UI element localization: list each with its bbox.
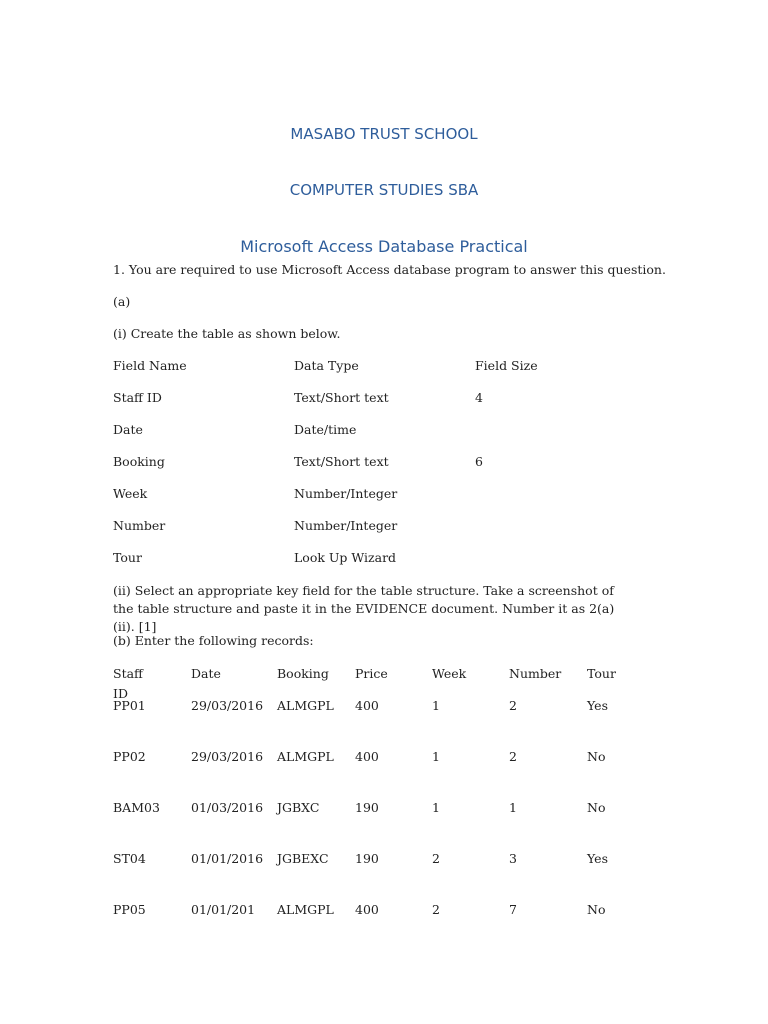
field-table-header: Field Size [475, 358, 538, 373]
field-size-cell: 4 [475, 390, 483, 405]
data-type-cell: Date/time [294, 422, 357, 437]
booking-cell: ALMGPL [277, 749, 334, 764]
booking-cell: ALMGPL [277, 698, 334, 713]
practical-title: Microsoft Access Database Practical [240, 237, 528, 256]
question-1-text: 1. You are required to use Microsoft Access database program to answer this question. [113, 262, 666, 277]
number-cell: 2 [509, 698, 517, 713]
subject-title: COMPUTER STUDIES SBA [289, 181, 479, 199]
field-table-header: Field Name [113, 358, 187, 373]
tour-cell: No [587, 800, 606, 815]
booking-cell: ALMGPL [277, 902, 334, 917]
week-cell: 1 [432, 800, 440, 815]
booking-cell: JGBXC [277, 800, 320, 815]
part-a-ii-text: (ii) Select an appropriate key field for the table structure. Take a screenshot of the table structure and paste it in the EVIDENCE document. Number it as 2(a)(ii). [1] [113, 583, 615, 634]
staff-id-cell: PP02 [113, 749, 146, 764]
staff-id-cell: PP05 [113, 902, 146, 917]
field-name-cell: Booking [113, 454, 165, 469]
tour-cell: No [587, 749, 606, 764]
tour-cell: Yes [587, 698, 608, 713]
data-type-cell: Text/Short text [294, 390, 389, 405]
price-cell: 400 [355, 698, 379, 713]
data-type-cell: Look Up Wizard [294, 550, 397, 565]
date-cell: 29/03/2016 [191, 749, 264, 764]
records-header: Week [432, 666, 467, 681]
date-cell: 01/01/201 [191, 902, 256, 917]
staff-id-cell: BAM03 [113, 800, 160, 815]
records-header: Booking [277, 666, 329, 681]
part-a-i-text: (i) Create the table as shown below. [113, 326, 341, 341]
date-cell: 01/03/2016 [191, 800, 264, 815]
part-a-label: (a) [113, 294, 131, 309]
field-name-cell: Date [113, 422, 143, 437]
booking-cell: JGBEXC [277, 851, 329, 866]
records-header: Staff ID [113, 666, 143, 701]
records-header: Tour [587, 666, 616, 681]
tour-cell: Yes [587, 851, 608, 866]
field-name-cell: Staff ID [113, 390, 162, 405]
date-cell: 01/01/2016 [191, 851, 264, 866]
price-cell: 400 [355, 902, 379, 917]
date-cell: 29/03/2016 [191, 698, 264, 713]
number-cell: 7 [509, 902, 517, 917]
week-cell: 2 [432, 851, 440, 866]
number-cell: 1 [509, 800, 517, 815]
week-cell: 1 [432, 698, 440, 713]
records-header: Date [191, 666, 221, 681]
part-b-text: (b) Enter the following records: [113, 633, 314, 648]
price-cell: 400 [355, 749, 379, 764]
field-table-header: Data Type [294, 358, 359, 373]
week-cell: 1 [432, 749, 440, 764]
field-name-cell: Tour [113, 550, 142, 565]
school-title: MASABO TRUST SCHOOL [290, 125, 478, 143]
number-cell: 2 [509, 749, 517, 764]
records-header: Number [509, 666, 562, 681]
field-name-cell: Week [113, 486, 148, 501]
staff-id-cell: ST04 [113, 851, 146, 866]
week-cell: 2 [432, 902, 440, 917]
number-cell: 3 [509, 851, 517, 866]
data-type-cell: Number/Integer [294, 486, 398, 501]
staff-id-cell: PP01 [113, 698, 146, 713]
field-size-cell: 6 [475, 454, 483, 469]
field-name-cell: Number [113, 518, 166, 533]
price-cell: 190 [355, 851, 379, 866]
data-type-cell: Text/Short text [294, 454, 389, 469]
data-type-cell: Number/Integer [294, 518, 398, 533]
price-cell: 190 [355, 800, 379, 815]
records-header: Price [355, 666, 388, 681]
tour-cell: No [587, 902, 606, 917]
